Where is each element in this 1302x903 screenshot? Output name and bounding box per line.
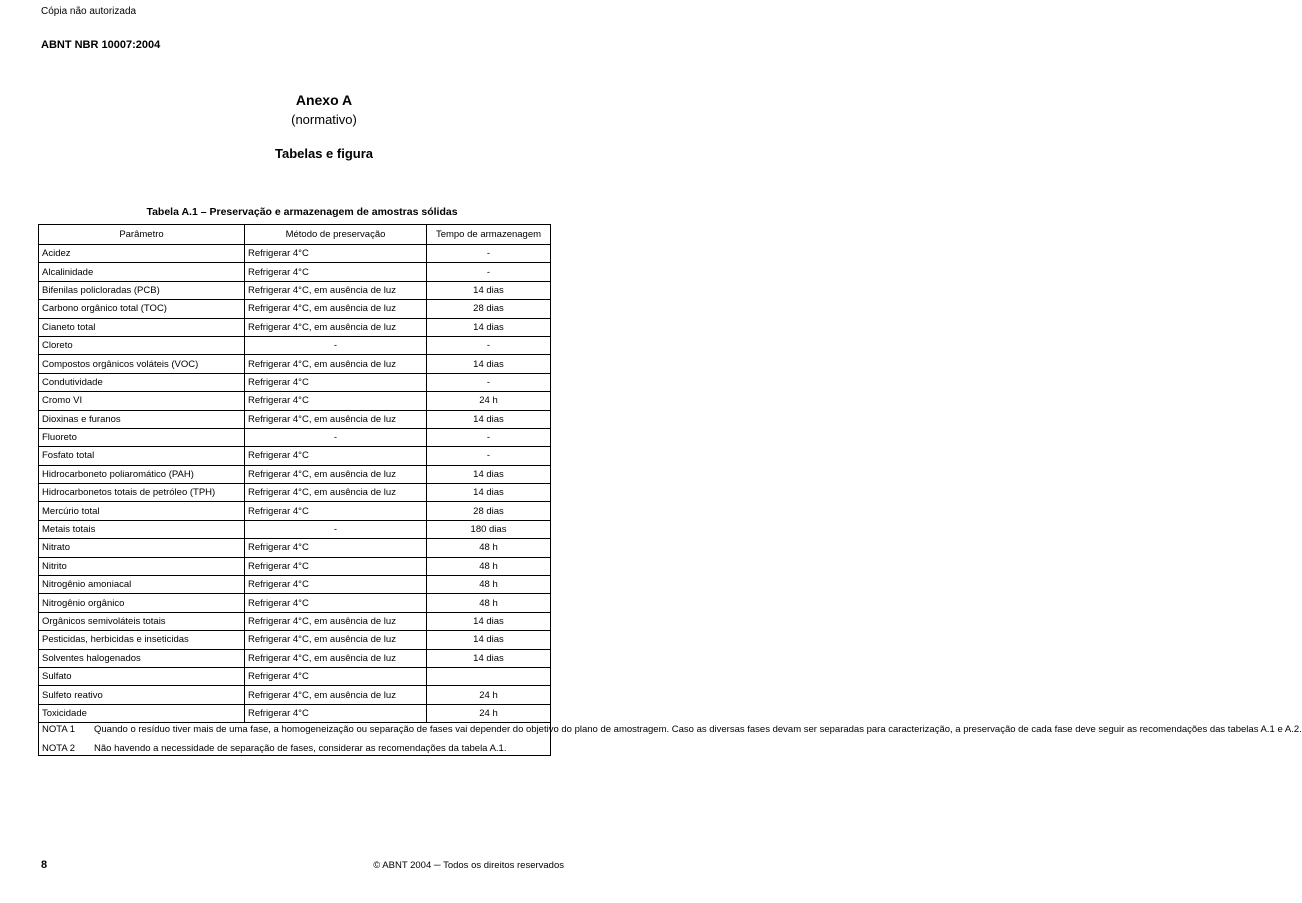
table-row [39, 300, 551, 318]
table-row [39, 465, 551, 483]
cell-metodo: Refrigerar 4°C [245, 539, 427, 557]
cell-metodo: Refrigerar 4°C [245, 447, 427, 465]
cell-parametro: Solventes halogenados [39, 649, 245, 667]
cell-metodo: Refrigerar 4°C [245, 502, 427, 520]
table-row [39, 336, 551, 354]
cell-tempo: 14 dias [427, 484, 551, 502]
table-header-row [39, 225, 551, 245]
cell-parametro: Nitrato [39, 539, 245, 557]
table-caption: Tabela A.1 – Preservação e armazenagem de amostras sólidas [146, 206, 458, 218]
cell-tempo: 14 dias [427, 612, 551, 630]
table-row [39, 373, 551, 391]
cell-metodo: Refrigerar 4°C [245, 263, 427, 281]
cell-parametro: Bifenilas policloradas (PCB) [39, 281, 245, 299]
page-number: 8 [41, 859, 48, 871]
note-text: Não havendo a necessidade de separação de fases, considerar as recomendações da tabela A.1. [94, 743, 507, 755]
cell-tempo: - [427, 373, 551, 391]
document-code: ABNT NBR 10007:2004 [41, 39, 161, 51]
cell-tempo: 14 dias [427, 318, 551, 336]
cell-tempo: 14 dias [427, 465, 551, 483]
cell-metodo: Refrigerar 4°C, em ausência de luz [245, 281, 427, 299]
table-row [39, 502, 551, 520]
section-title: Tabelas e figura [274, 146, 373, 161]
annex-subtitle: (normativo) [291, 112, 357, 127]
cell-parametro: Nitrogênio orgânico [39, 594, 245, 612]
table-row [39, 410, 551, 428]
table-row [39, 612, 551, 630]
cell-parametro: Alcalinidade [39, 263, 245, 281]
cell-tempo: - [427, 263, 551, 281]
cell-metodo: Refrigerar 4°C [245, 557, 427, 575]
table-note [42, 742, 547, 755]
header-parametro: Parâmetro [39, 225, 245, 245]
cell-parametro: Pesticidas, herbicidas e inseticidas [39, 631, 245, 649]
preservation-table [38, 224, 1302, 756]
cell-tempo: 48 h [427, 594, 551, 612]
cell-metodo: Refrigerar 4°C [245, 576, 427, 594]
cell-metodo: Refrigerar 4°C, em ausência de luz [245, 465, 427, 483]
cell-metodo: Refrigerar 4°C, em ausência de luz [245, 649, 427, 667]
cell-metodo: - [245, 520, 427, 538]
cell-parametro: Fluoreto [39, 428, 245, 446]
cell-parametro: Toxicidade [39, 704, 245, 722]
cell-tempo: 48 h [427, 539, 551, 557]
table-row [39, 667, 551, 685]
cell-tempo: 14 dias [427, 649, 551, 667]
cell-tempo: 14 dias [427, 631, 551, 649]
cell-parametro: Cromo VI [39, 392, 245, 410]
table-row [39, 557, 551, 575]
cell-parametro: Compostos orgânicos voláteis (VOC) [39, 355, 245, 373]
cell-parametro: Sulfeto reativo [39, 686, 245, 704]
cell-metodo: Refrigerar 4°C, em ausência de luz [245, 484, 427, 502]
table-row [39, 263, 551, 281]
header-metodo: Método de preservação [245, 225, 427, 245]
cell-tempo: 48 h [427, 576, 551, 594]
cell-tempo: 24 h [427, 392, 551, 410]
cell-parametro: Acidez [39, 245, 245, 263]
table-row [39, 539, 551, 557]
cell-metodo: - [245, 428, 427, 446]
table-row [39, 245, 551, 263]
cell-tempo: - [427, 428, 551, 446]
table-row [39, 447, 551, 465]
cell-metodo: Refrigerar 4°C, em ausência de luz [245, 300, 427, 318]
table-row [39, 318, 551, 336]
cell-parametro: Cianeto total [39, 318, 245, 336]
cell-tempo: 28 dias [427, 300, 551, 318]
cell-tempo: 48 h [427, 557, 551, 575]
cell-parametro: Carbono orgânico total (TOC) [39, 300, 245, 318]
cell-tempo: 14 dias [427, 355, 551, 373]
cell-parametro: Mercúrio total [39, 502, 245, 520]
cell-metodo: Refrigerar 4°C, em ausência de luz [245, 612, 427, 630]
table-row [39, 576, 551, 594]
table-row [39, 520, 551, 538]
cell-parametro: Condutividade [39, 373, 245, 391]
table-row [39, 686, 551, 704]
note-label: NOTA 1 [42, 724, 76, 736]
cell-parametro: Dioxinas e furanos [39, 410, 245, 428]
notes-cell [39, 723, 1302, 756]
cell-tempo: 180 dias [427, 520, 551, 538]
table-row [39, 355, 551, 373]
table-row [39, 649, 551, 667]
table-body [39, 245, 1302, 756]
cell-tempo: - [427, 447, 551, 465]
cell-tempo: 14 dias [427, 281, 551, 299]
cell-tempo: 24 h [427, 686, 551, 704]
cell-parametro: Cloreto [39, 336, 245, 354]
cell-metodo: Refrigerar 4°C [245, 245, 427, 263]
cell-metodo: Refrigerar 4°C [245, 392, 427, 410]
cell-tempo: 14 dias [427, 410, 551, 428]
cell-metodo: - [245, 336, 427, 354]
cell-parametro: Fosfato total [39, 447, 245, 465]
copyright-text: © ABNT 2004 ─ Todos os direitos reservados [373, 860, 564, 871]
cell-metodo: Refrigerar 4°C, em ausência de luz [245, 631, 427, 649]
cell-parametro: Nitrogênio amoniacal [39, 576, 245, 594]
cell-parametro: Hidrocarboneto poliaromático (PAH) [39, 465, 245, 483]
cell-metodo: Refrigerar 4°C, em ausência de luz [245, 686, 427, 704]
cell-tempo: 24 h [427, 704, 551, 722]
header-tempo: Tempo de armazenagem [427, 225, 551, 245]
cell-parametro: Orgânicos semivoláteis totais [39, 612, 245, 630]
table-note [42, 723, 1302, 736]
cell-parametro: Sulfato [39, 667, 245, 685]
cell-metodo: Refrigerar 4°C, em ausência de luz [245, 318, 427, 336]
table-row [39, 594, 551, 612]
cell-metodo: Refrigerar 4°C [245, 667, 427, 685]
note-text: Quando o resíduo tiver mais de uma fase, a homogeneização ou separação de fases vai depender do objetivo do plano de amostragem. Caso as diversas fases devam ser separadas para caracterização, a preservação de cada fase deve seguir as recomendações das tabelas A.1 e A.2. [94, 724, 1302, 736]
cell-parametro: Metais totais [39, 520, 245, 538]
table-row [39, 392, 551, 410]
cell-tempo: 28 dias [427, 502, 551, 520]
cell-parametro: Hidrocarbonetos totais de petróleo (TPH) [39, 484, 245, 502]
table-row [39, 484, 551, 502]
watermark-text: Cópia não autorizada [41, 6, 137, 17]
cell-metodo: Refrigerar 4°C [245, 594, 427, 612]
cell-metodo: Refrigerar 4°C [245, 373, 427, 391]
table-row [39, 704, 551, 722]
cell-tempo [427, 667, 551, 685]
cell-metodo: Refrigerar 4°C, em ausência de luz [245, 355, 427, 373]
table-row [39, 631, 551, 649]
notes-row [39, 723, 551, 756]
table-row [39, 281, 551, 299]
cell-metodo: Refrigerar 4°C, em ausência de luz [245, 410, 427, 428]
cell-tempo: - [427, 336, 551, 354]
cell-parametro: Nitrito [39, 557, 245, 575]
table-row [39, 428, 551, 446]
annex-title: Anexo A [295, 92, 353, 108]
cell-metodo: Refrigerar 4°C [245, 704, 427, 722]
note-label: NOTA 2 [42, 743, 76, 755]
cell-tempo: - [427, 245, 551, 263]
